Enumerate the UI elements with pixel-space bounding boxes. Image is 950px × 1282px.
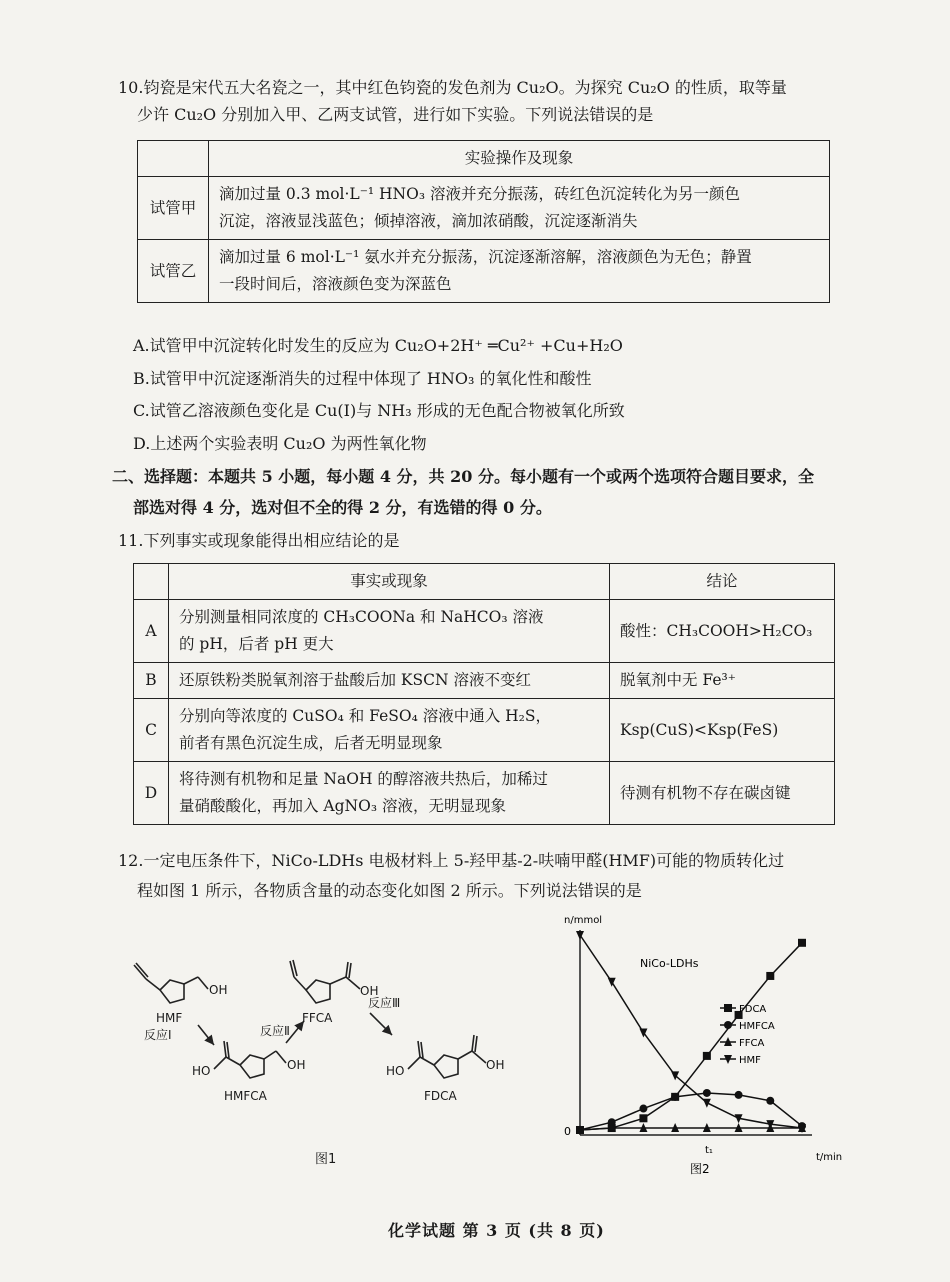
q10-table — [137, 140, 830, 303]
legend-label-hmf: HMF — [739, 1055, 761, 1066]
q10-row-text: 滴加过量 0.3 mol·L⁻¹ HNO₃ 溶液并充分振荡，砖红色沉淀转化为另一颜色 — [219, 185, 740, 203]
q10-table-header: 实验操作及现象 — [209, 141, 830, 177]
q12-stem-line1: 12.一定电压条件下，NiCo-LDHs 电极材料上 5-羟甲基-2-呋喃甲醛(HMF)可能的物质转化过 — [118, 851, 785, 870]
y-axis-label: n/mmol — [564, 915, 603, 926]
data-point-fdca — [639, 1114, 647, 1122]
q11-conclusion: Ksp(CuS)<Ksp(FeS) — [610, 699, 835, 762]
legend-label-ffca: FFCA — [739, 1038, 765, 1049]
data-point-hmfca — [671, 1093, 679, 1101]
hmfca-label: HMFCA — [224, 1089, 267, 1103]
data-point-fdca — [766, 972, 774, 980]
data-point-fdca — [798, 939, 806, 947]
q11-row-label: C — [134, 699, 169, 762]
y-tick-zero: 0 — [564, 1125, 571, 1138]
q11-fact: 的 pH，后者 pH 更大 — [179, 635, 334, 653]
x-tick-t1: t₁ — [705, 1145, 713, 1156]
q11-head-conclusion: 结论 — [610, 564, 835, 600]
legend-marker-hmfca — [724, 1021, 732, 1029]
q11-fact: 将待测有机物和足量 NaOH 的醇溶液共热后，加稀过 — [179, 770, 548, 788]
data-point-hmfca — [703, 1089, 711, 1097]
q11-head-fact: 事实或现象 — [169, 564, 610, 600]
ffca-structure — [290, 960, 360, 1003]
ffca-oh-label: OH — [360, 984, 379, 998]
q11-fact: 分别测量相同浓度的 CH₃COONa 和 NaHCO₃ 溶液 — [179, 608, 544, 626]
hmfca-ho-label: HO — [192, 1064, 211, 1078]
data-point-hmfca — [735, 1091, 743, 1099]
data-point-hmf — [671, 1071, 679, 1080]
arrow-reaction1 — [198, 1025, 214, 1045]
q12-stem-line2: 程如图 1 所示，各物质含量的动态变化如图 2 所示。下列说法错误的是 — [137, 881, 642, 900]
q11-row-label: D — [134, 762, 169, 825]
table-row — [138, 177, 830, 240]
hmf-structure — [134, 963, 208, 1003]
q11-table — [133, 563, 835, 825]
arrow-reaction3 — [370, 1013, 392, 1035]
q10-row-label: 试管甲 — [138, 177, 209, 240]
section2-line2: 部选对得 4 分，选对但不全的得 2 分，有选错的得 0 分。 — [133, 498, 552, 517]
q11-fact: 还原铁粉类脱氧剂溶于盐酸后加 KSCN 溶液不变红 — [179, 671, 531, 689]
hmf-oh-label: OH — [209, 983, 228, 997]
reaction3-label: 反应Ⅲ — [368, 996, 401, 1010]
fdca-structure — [408, 1035, 486, 1078]
q10-stem-line2: 少许 Cu₂O 分别加入甲、乙两支试管，进行如下实验。下列说法错误的是 — [137, 105, 654, 124]
figure1-scheme — [110, 935, 560, 1175]
q10-row-text: 一段时间后，溶液颜色变为深蓝色 — [219, 275, 452, 293]
q10-option-d: D.上述两个实验表明 Cu₂O 为两性氧化物 — [133, 434, 427, 453]
legend-marker-fdca — [724, 1004, 732, 1012]
data-point-hmfca — [639, 1105, 647, 1113]
data-point-hmfca — [766, 1097, 774, 1105]
table-row — [134, 699, 835, 762]
hmfca-oh-label: OH — [287, 1058, 306, 1072]
q10-stem-line1: 10.钧瓷是宋代五大名瓷之一，其中红色钧瓷的发色剂为 Cu₂O。为探究 Cu₂O 的性质，取等量 — [118, 78, 787, 97]
q10-row-text: 滴加过量 6 mol·L⁻¹ 氨水并充分振荡，沉淀逐渐溶解，溶液颜色为无色；静置 — [219, 248, 752, 266]
hmfca-structure — [214, 1041, 286, 1078]
legend-label-hmfca: HMFCA — [739, 1021, 775, 1032]
q10-option-c: C.试管乙溶液颜色变化是 Cu(Ⅰ)与 NH₃ 形成的无色配合物被氧化所致 — [133, 401, 625, 420]
data-point-fdca — [703, 1052, 711, 1060]
x-axis-label: t/min — [816, 1152, 843, 1163]
table-row — [134, 762, 835, 825]
q11-conclusion: 酸性：CH₃COOH>H₂CO₃ — [610, 600, 835, 663]
figure1-caption: 图1 — [315, 1152, 337, 1167]
q10-row-text: 沉淀，溶液显浅蓝色；倾掉溶液，滴加浓硝酸，沉淀逐渐消失 — [219, 212, 638, 230]
table-row — [134, 663, 835, 699]
q11-conclusion: 脱氧剂中无 Fe³⁺ — [610, 663, 835, 699]
fdca-ho-label: HO — [386, 1064, 405, 1078]
figure2-chart — [540, 905, 870, 1180]
q11-conclusion: 待测有机物不存在碳卤键 — [610, 762, 835, 825]
q11-row-label: A — [134, 600, 169, 663]
section2-line1: 二、选择题：本题共 5 小题，每小题 4 分，共 20 分。每小题有一个或两个选项符合题目要求，全 — [112, 467, 814, 486]
q11-fact: 量硝酸酸化，再加入 AgNO₃ 溶液，无明显现象 — [179, 797, 506, 815]
legend-label-fdca: FDCA — [739, 1004, 767, 1015]
q11-row-label: B — [134, 663, 169, 699]
q11-fact: 分别向等浓度的 CuSO₄ 和 FeSO₄ 溶液中通入 H₂S， — [179, 707, 551, 725]
page-footer: 化学试题 第 3 页 (共 8 页) — [388, 1221, 605, 1240]
hmf-label: HMF — [156, 1011, 183, 1025]
q10-option-b: B.试管甲中沉淀逐渐消失的过程中体现了 HNO₃ 的氧化性和酸性 — [133, 369, 592, 388]
fdca-label: FDCA — [424, 1089, 457, 1103]
table-row — [138, 240, 830, 303]
reaction1-label: 反应Ⅰ — [144, 1028, 172, 1042]
q11-stem: 11.下列事实或现象能得出相应结论的是 — [118, 531, 400, 550]
q10-row-label: 试管乙 — [138, 240, 209, 303]
table-row — [134, 600, 835, 663]
chart-caption: 图2 — [690, 1162, 710, 1176]
q10-option-a: A.试管甲中沉淀转化时发生的反应为 Cu₂O+2H⁺ ═Cu²⁺ +Cu+H₂O — [133, 336, 623, 355]
fdca-oh-label: OH — [486, 1058, 505, 1072]
data-point-hmf — [703, 1099, 711, 1108]
q11-fact: 前者有黑色沉淀生成，后者无明显现象 — [179, 734, 443, 752]
reaction2-label: 反应Ⅱ — [260, 1024, 290, 1038]
ffca-label: FFCA — [302, 1011, 333, 1025]
chart-title: NiCo-LDHs — [640, 957, 699, 970]
